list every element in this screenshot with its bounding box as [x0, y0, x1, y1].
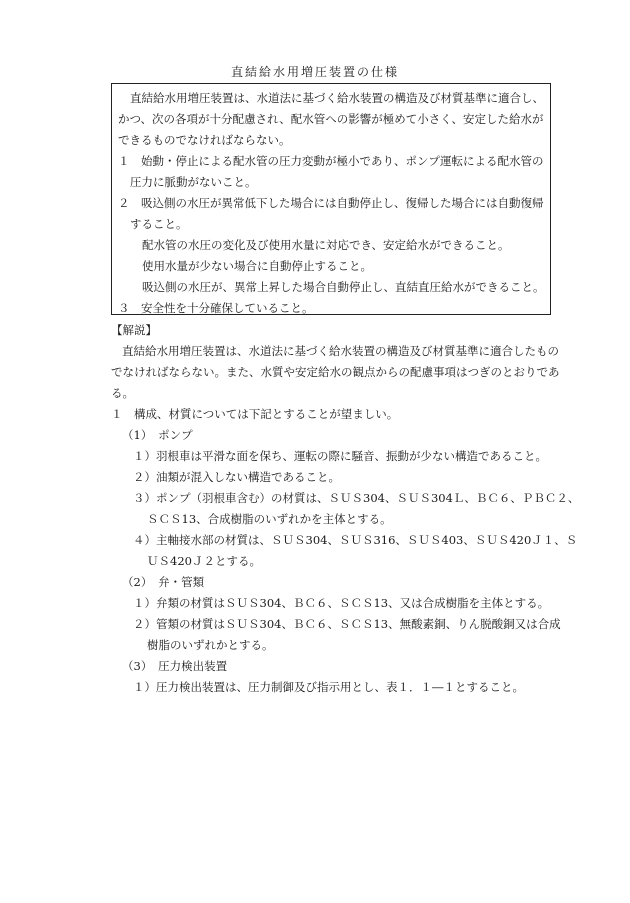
explanation-heading: 【解説】 [111, 323, 157, 337]
pump-item-3: ３）ポンプ（羽根車含む）の材質は、ＳＵＳ304、ＳＵＳ304Ｌ、ＢＣ６、ＰＢＣ２、 [133, 491, 580, 505]
explanation-paragraph-line: 直結給水用増圧装置は、水道法に基づく給水装置の構造及び材質基準に適合したもの [122, 344, 559, 358]
spec-item-3: ３ 安全性を十分確保していること。 [118, 301, 314, 315]
pump-item-2: ２）油類が混入しない構造であること。 [133, 470, 340, 484]
pump-item-4: ４）主軸接水部の材質は、ＳＵＳ304、ＳＵＳ316、ＳＵＳ403、ＳＵＳ420Ｊ１、Ｓ [133, 533, 578, 547]
spec-intro-line: 直結給水用増圧装置は、水道法に基づく給水装置の構造及び材質基準に適合し、 [130, 91, 544, 105]
section-heading-1: １ 構成、材質については下記とすることが望ましい。 [111, 407, 399, 421]
spec-item-1: １ 始動・停止による配水管の圧力変動が極小であり、ポンプ運転による配水管の [118, 154, 544, 168]
explanation-section [111, 320, 580, 698]
spec-item-1-continuation: 圧力に脈動がないこと。 [130, 175, 257, 189]
spec-item-2-sub: 使用水量が少ない場合に自動停止すること。 [142, 259, 372, 273]
detector-item-1: １）圧力検出装置は、圧力制御及び指示用とし、表１．１―１とすること。 [133, 680, 524, 694]
subsection-heading-pump: （1） ポンプ [122, 428, 193, 442]
subsection-heading-pressure-detector: （3） 圧力検出装置 [122, 659, 228, 673]
valve-item-2: ２）管類の材質はＳＵＳ304、ＢＣ６、ＳＣＳ13、無酸素銅、りん脱酸銅又は合成 [133, 617, 561, 631]
spec-requirements-box [111, 83, 551, 315]
subsection-heading-valves: （2） 弁・管類 [122, 575, 205, 589]
spec-intro-line: できるものでなければならない。 [118, 133, 291, 147]
spec-item-2-continuation: すること。 [130, 217, 188, 231]
pump-item-1: １）羽根車は平滑な面を保ち、運転の際に騒音、振動が少ない構造であること。 [133, 449, 547, 463]
spec-item-2: ２ 吸込側の水圧が異常低下した場合には自動停止し、復帰した場合には自動復帰 [118, 196, 544, 210]
valve-item-2-continuation: 樹脂のいずれかとする。 [147, 638, 274, 652]
pump-item-4-continuation: ＵＳ420Ｊ２とする。 [147, 554, 261, 568]
explanation-paragraph-line: でなければならない。また、水質や安定給水の観点からの配慮事項はつぎのとおりであ [111, 365, 560, 379]
page-title: 直結給水用増圧装置の仕様 [230, 65, 399, 79]
explanation-paragraph-line: る。 [111, 386, 134, 400]
spec-intro-line: かつ、次の各項が十分配慮され、配水管への影響が極めて小さく、安定した給水が [118, 112, 544, 126]
spec-item-2-sub: 吸込側の水圧が、異常上昇した場合自動停止し、直結直圧給水ができること。 [142, 280, 545, 294]
pump-item-3-continuation: ＳＣＳ13、合成樹脂のいずれかを主体とする。 [147, 512, 392, 526]
spec-item-2-sub: 配水管の水圧の変化及び使用水量に対応でき、安定給水ができること。 [142, 238, 510, 252]
valve-item-1: １）弁類の材質はＳＵＳ304、ＢＣ６、ＳＣＳ13、又は合成樹脂を主体とする。 [133, 596, 550, 610]
